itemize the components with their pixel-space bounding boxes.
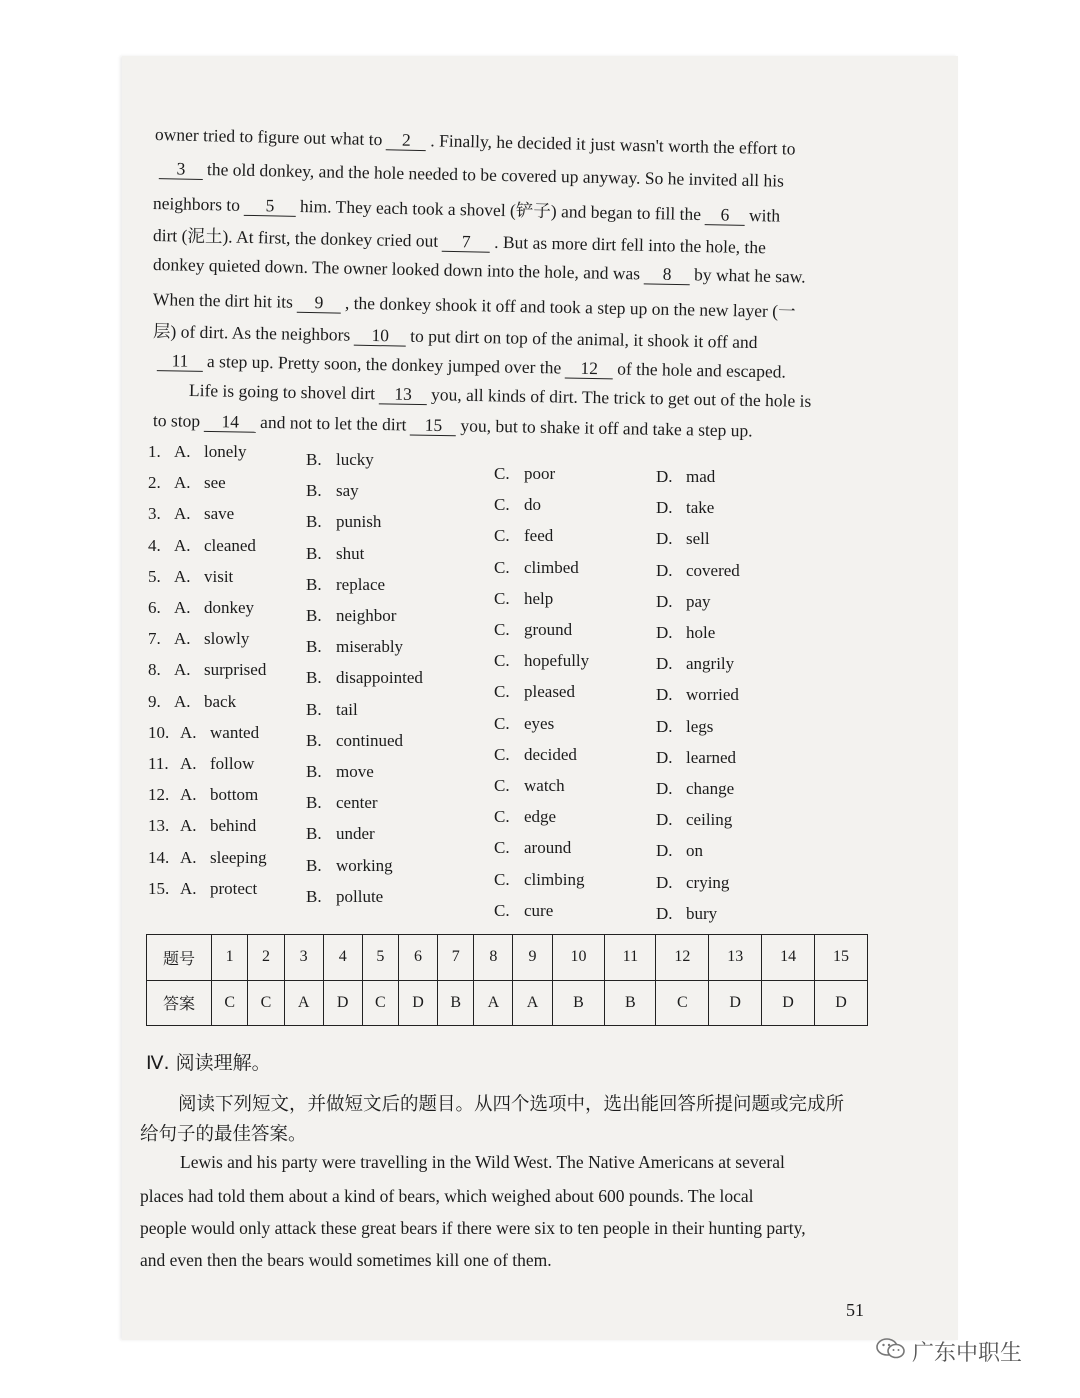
question-number: 1.	[148, 442, 161, 461]
option-b	[306, 856, 393, 876]
option-a	[148, 473, 226, 493]
option-d	[656, 873, 729, 893]
table-cell: A	[513, 980, 552, 1026]
question-number: 15.	[148, 878, 170, 898]
option-letter: B.	[306, 512, 322, 532]
option-a	[148, 879, 257, 899]
reading-line: people would only attack these great bears if there were six to ten people in their hunting party,	[140, 1218, 806, 1238]
option-d	[656, 592, 711, 612]
option-b	[306, 637, 403, 657]
passage-line: When the dirt hit its 9 , the donkey shook it off and took a step up on the new layer (一	[152, 289, 796, 322]
table-cell: B	[438, 980, 474, 1026]
option-c	[494, 901, 553, 921]
question-number: 8.	[148, 660, 161, 680]
option-letter: B.	[306, 574, 322, 594]
option-letter: A.	[180, 754, 197, 773]
option-text: shut	[336, 543, 365, 563]
option-letter: C.	[494, 744, 510, 764]
table-cell: D	[399, 980, 438, 1026]
blank-9: 9	[297, 294, 341, 313]
option-a	[148, 536, 256, 556]
option-text: neighbor	[336, 606, 397, 625]
option-letter: D.	[656, 872, 673, 892]
option-text: learned	[686, 747, 737, 767]
table-cell: B	[605, 980, 656, 1026]
option-text: sleeping	[210, 847, 267, 867]
option-letter: A.	[174, 598, 191, 617]
option-letter: C.	[494, 713, 510, 733]
option-c	[494, 745, 577, 765]
option-b	[306, 450, 374, 470]
option-text: edge	[524, 807, 557, 827]
option-letter: D.	[656, 903, 673, 923]
blank-7: 7	[442, 233, 490, 252]
option-letter: A.	[174, 473, 191, 493]
option-letter: A.	[174, 535, 191, 555]
table-cell: C	[656, 980, 709, 1026]
passage-line: 层) of dirt. As the neighbors 10 to put dirt on top of the animal, it shook it off and	[152, 321, 758, 353]
question-number: 5.	[148, 566, 161, 586]
option-a	[148, 816, 256, 836]
reading-line: and even then the bears would sometimes kill one of them.	[140, 1250, 552, 1270]
option-letter: A.	[180, 878, 197, 898]
option-letter: C.	[494, 682, 510, 702]
option-text: hopefully	[524, 651, 590, 671]
blank-10: 10	[354, 327, 406, 346]
option-letter: D.	[656, 623, 673, 642]
row-label: 答案	[147, 980, 212, 1026]
option-d	[656, 654, 734, 674]
reading-line: Lewis and his party were travelling in the Wild West. The Native Americans at several	[180, 1152, 785, 1172]
option-d	[656, 498, 714, 518]
table-cell: D	[762, 980, 815, 1026]
option-text: donkey	[204, 598, 255, 617]
blank-2: 2	[386, 131, 426, 150]
passage-line: owner tried to figure out what to 2 . Finally, he decided it just wasn't worth the effort to	[154, 124, 796, 159]
option-text: eyes	[524, 713, 555, 733]
table-cell: C	[248, 980, 284, 1026]
option-b	[306, 762, 374, 782]
option-letter: D.	[656, 467, 673, 486]
option-text: poor	[524, 464, 556, 483]
passage-line: 3 the old donkey, and the hole needed to be covered up anyway. So he invited all his	[155, 158, 784, 192]
passage-line: Life is going to shovel dirt 13 you, all kinds of dirt. The trick to get out of the hole is	[188, 380, 812, 411]
option-letter: C.	[494, 620, 510, 639]
option-letter: B.	[306, 824, 322, 844]
option-a	[148, 692, 236, 712]
option-text: change	[686, 779, 735, 798]
option-c	[494, 589, 553, 609]
option-text: covered	[686, 560, 740, 580]
passage-line: donkey quieted down. The owner looked down into the hole, and was 8 by what he saw.	[152, 254, 806, 287]
option-a	[148, 785, 258, 805]
option-letter: A.	[174, 691, 191, 711]
option-text: climbing	[524, 869, 585, 889]
table-cell: 9	[513, 935, 552, 981]
option-text: hole	[686, 623, 716, 642]
answer-table-answer-row	[147, 980, 868, 1026]
option-c	[494, 620, 572, 640]
section-heading: Ⅳ. 阅读理解。	[146, 1052, 271, 1074]
question-number: 12.	[148, 785, 170, 805]
option-d	[656, 841, 703, 861]
option-text: lonely	[204, 442, 247, 461]
question-number: 7.	[148, 629, 161, 649]
table-cell: 10	[552, 935, 605, 981]
question-number: 10.	[148, 722, 170, 742]
option-b	[306, 544, 364, 564]
option-b	[306, 793, 378, 813]
option-letter: B.	[306, 481, 322, 501]
option-letter: D.	[656, 498, 673, 518]
option-b	[306, 824, 375, 844]
option-text: mad	[686, 467, 716, 486]
option-text: ground	[524, 620, 573, 639]
option-text: help	[524, 588, 554, 608]
option-text: pollute	[336, 886, 384, 906]
option-text: disappointed	[336, 668, 423, 688]
option-b	[306, 512, 381, 532]
option-text: under	[336, 824, 375, 844]
option-letter: B.	[306, 668, 322, 688]
option-text: see	[204, 473, 226, 493]
table-cell: D	[709, 980, 762, 1026]
option-d	[656, 904, 717, 924]
option-text: sell	[686, 529, 710, 549]
option-letter: D.	[656, 529, 673, 549]
question-number: 9.	[148, 691, 161, 711]
option-text: lucky	[336, 450, 374, 469]
option-c	[494, 807, 556, 827]
blank-3: 3	[159, 160, 203, 179]
option-letter: B.	[306, 762, 322, 781]
table-cell: 15	[815, 935, 868, 981]
blank-12: 12	[565, 360, 613, 379]
table-cell: 12	[656, 935, 709, 981]
option-b	[306, 668, 423, 688]
option-d	[656, 717, 713, 737]
table-cell: 13	[709, 935, 762, 981]
option-c	[494, 464, 555, 484]
table-cell: 7	[438, 935, 474, 981]
option-letter: A.	[174, 660, 191, 680]
option-text: bottom	[210, 785, 259, 805]
answer-table	[146, 934, 868, 1026]
table-cell: 6	[399, 935, 438, 981]
table-cell: D	[815, 980, 868, 1026]
option-text: around	[524, 838, 572, 858]
option-text: bury	[686, 903, 718, 923]
option-a	[148, 660, 266, 680]
option-letter: B.	[306, 699, 322, 719]
question-number: 13.	[148, 816, 170, 836]
option-letter: D.	[656, 654, 673, 674]
option-d	[656, 623, 715, 643]
option-text: miserably	[336, 637, 404, 657]
option-text: protect	[210, 878, 258, 898]
question-number: 11.	[148, 754, 169, 773]
table-cell: 11	[605, 935, 656, 981]
option-c	[494, 714, 554, 734]
reading-line: places had told them about a kind of bears, which weighed about 600 pounds. The local	[140, 1186, 754, 1206]
option-a	[148, 754, 254, 774]
option-letter: B.	[306, 606, 322, 625]
page-number: 51	[846, 1300, 864, 1320]
option-text: wanted	[210, 722, 260, 742]
option-text: cure	[524, 900, 554, 920]
option-text: take	[686, 498, 715, 518]
blank-13: 13	[379, 385, 427, 404]
instruction-line: 阅读下列短文，并做短文后的题目。从四个选项中，选出能回答所提问题或完成所	[178, 1094, 845, 1115]
option-text: follow	[210, 754, 255, 773]
table-cell: 14	[762, 935, 815, 981]
option-d	[656, 561, 740, 581]
option-text: surprised	[204, 660, 267, 680]
option-text: pay	[686, 591, 711, 611]
option-text: on	[686, 841, 703, 861]
option-text: angrily	[686, 654, 735, 674]
option-letter: C.	[494, 869, 510, 889]
option-c	[494, 558, 579, 578]
option-text: legs	[686, 716, 714, 736]
option-d	[656, 748, 736, 768]
option-text: cleaned	[204, 535, 256, 555]
option-text: watch	[524, 776, 565, 795]
option-a	[148, 567, 233, 587]
table-cell: 2	[248, 935, 284, 981]
option-letter: A.	[174, 629, 191, 649]
option-c	[494, 682, 575, 702]
option-d	[656, 467, 715, 487]
question-number: 6.	[148, 598, 161, 617]
option-letter: D.	[656, 779, 673, 798]
table-cell: C	[362, 980, 398, 1026]
table-cell: D	[323, 980, 362, 1026]
option-text: ceiling	[686, 810, 733, 830]
option-c	[494, 776, 565, 796]
option-text: pleased	[524, 682, 575, 702]
option-letter: A.	[180, 785, 197, 805]
option-letter: C.	[494, 900, 510, 920]
option-text: tail	[336, 699, 358, 719]
option-letter: A.	[174, 442, 191, 461]
option-letter: C.	[494, 651, 510, 671]
option-text: do	[524, 495, 541, 515]
option-letter: D.	[656, 841, 673, 861]
option-letter: B.	[306, 886, 322, 906]
question-number: 2.	[148, 473, 161, 493]
option-letter: C.	[494, 838, 510, 858]
option-c	[494, 870, 584, 890]
option-letter: B.	[306, 793, 322, 813]
row-label: 题号	[147, 935, 212, 981]
option-text: decided	[524, 744, 577, 764]
option-d	[656, 685, 739, 705]
option-letter: B.	[306, 450, 322, 469]
option-c	[494, 495, 541, 515]
option-text: replace	[336, 574, 386, 594]
option-a	[148, 504, 234, 524]
table-cell: 8	[474, 935, 513, 981]
option-b	[306, 731, 403, 751]
option-letter: B.	[306, 543, 322, 563]
option-text: climbed	[524, 557, 579, 577]
option-letter: A.	[174, 566, 191, 586]
option-letter: C.	[494, 557, 510, 577]
option-c	[494, 838, 571, 858]
blank-8: 8	[644, 265, 690, 284]
wechat-icon	[876, 1337, 906, 1367]
option-text: back	[204, 691, 237, 711]
blank-6: 6	[705, 206, 745, 225]
option-text: punish	[336, 512, 382, 532]
passage-line: to stop 14 and not to let the dirt 15 you, but to shake it off and take a step up.	[152, 410, 753, 441]
option-a	[148, 598, 254, 618]
option-text: working	[336, 855, 393, 875]
option-text: center	[336, 793, 378, 813]
option-a	[148, 442, 247, 462]
blank-5: 5	[244, 197, 296, 217]
watermark-text: 广东中职生	[912, 1341, 1023, 1366]
option-letter: D.	[656, 747, 673, 767]
option-text: say	[336, 481, 359, 501]
option-text: behind	[210, 816, 257, 836]
watermark	[876, 1336, 1022, 1367]
table-cell: B	[552, 980, 605, 1026]
option-letter: D.	[656, 716, 673, 736]
option-b	[306, 606, 396, 626]
table-cell: 5	[362, 935, 398, 981]
table-cell: C	[212, 980, 248, 1026]
table-cell: A	[474, 980, 513, 1026]
table-cell: 4	[323, 935, 362, 981]
option-text: visit	[204, 566, 234, 586]
table-cell: A	[284, 980, 323, 1026]
table-cell: 3	[284, 935, 323, 981]
question-number: 14.	[148, 847, 170, 867]
option-letter: B.	[306, 855, 322, 875]
option-letter: C.	[494, 526, 510, 546]
blank-14: 14	[204, 413, 256, 432]
option-b	[306, 887, 383, 907]
option-a	[148, 629, 249, 649]
option-letter: A.	[180, 847, 197, 867]
blank-11: 11	[157, 352, 203, 371]
passage-line: neighbors to 5 him. They each took a shovel (铲子) and began to fill the 6 with	[152, 193, 781, 226]
option-d	[656, 529, 710, 549]
passage-line: dirt (泥土). At first, the donkey cried out 7 . But as more dirt fell into the hole, the	[152, 225, 767, 258]
option-d	[656, 810, 732, 830]
option-letter: B.	[306, 637, 322, 657]
option-letter: A.	[180, 722, 197, 742]
option-letter: C.	[494, 495, 510, 515]
option-b	[306, 481, 359, 501]
option-letter: C.	[494, 776, 510, 795]
option-text: worried	[686, 685, 739, 705]
option-b	[306, 700, 358, 720]
option-text: feed	[524, 526, 554, 546]
option-letter: C.	[494, 464, 510, 483]
option-letter: D.	[656, 560, 673, 580]
option-letter: A.	[174, 504, 191, 524]
option-letter: B.	[306, 730, 322, 750]
option-text: crying	[686, 872, 730, 892]
instruction-line: 给句子的最佳答案。	[140, 1124, 307, 1145]
question-number: 4.	[148, 535, 161, 555]
question-number: 3.	[148, 504, 161, 524]
option-c	[494, 651, 589, 671]
option-b	[306, 575, 385, 595]
option-letter: D.	[656, 591, 673, 611]
option-letter: A.	[180, 816, 197, 836]
option-text: continued	[336, 730, 404, 750]
option-c	[494, 526, 553, 546]
option-text: slowly	[204, 629, 250, 649]
blank-15: 15	[410, 416, 456, 435]
answer-table-number-row	[147, 935, 868, 981]
option-letter: C.	[494, 807, 510, 827]
table-cell: 1	[212, 935, 248, 981]
option-letter: D.	[656, 810, 673, 830]
option-letter: C.	[494, 588, 510, 608]
option-letter: D.	[656, 685, 673, 705]
passage-line: 11 a step up. Pretty soon, the donkey jumped over the 12 of the hole and escaped.	[153, 350, 786, 383]
option-text: save	[204, 504, 235, 524]
option-d	[656, 779, 734, 799]
option-a	[148, 848, 267, 868]
option-a	[148, 723, 259, 743]
option-text: move	[336, 762, 374, 781]
